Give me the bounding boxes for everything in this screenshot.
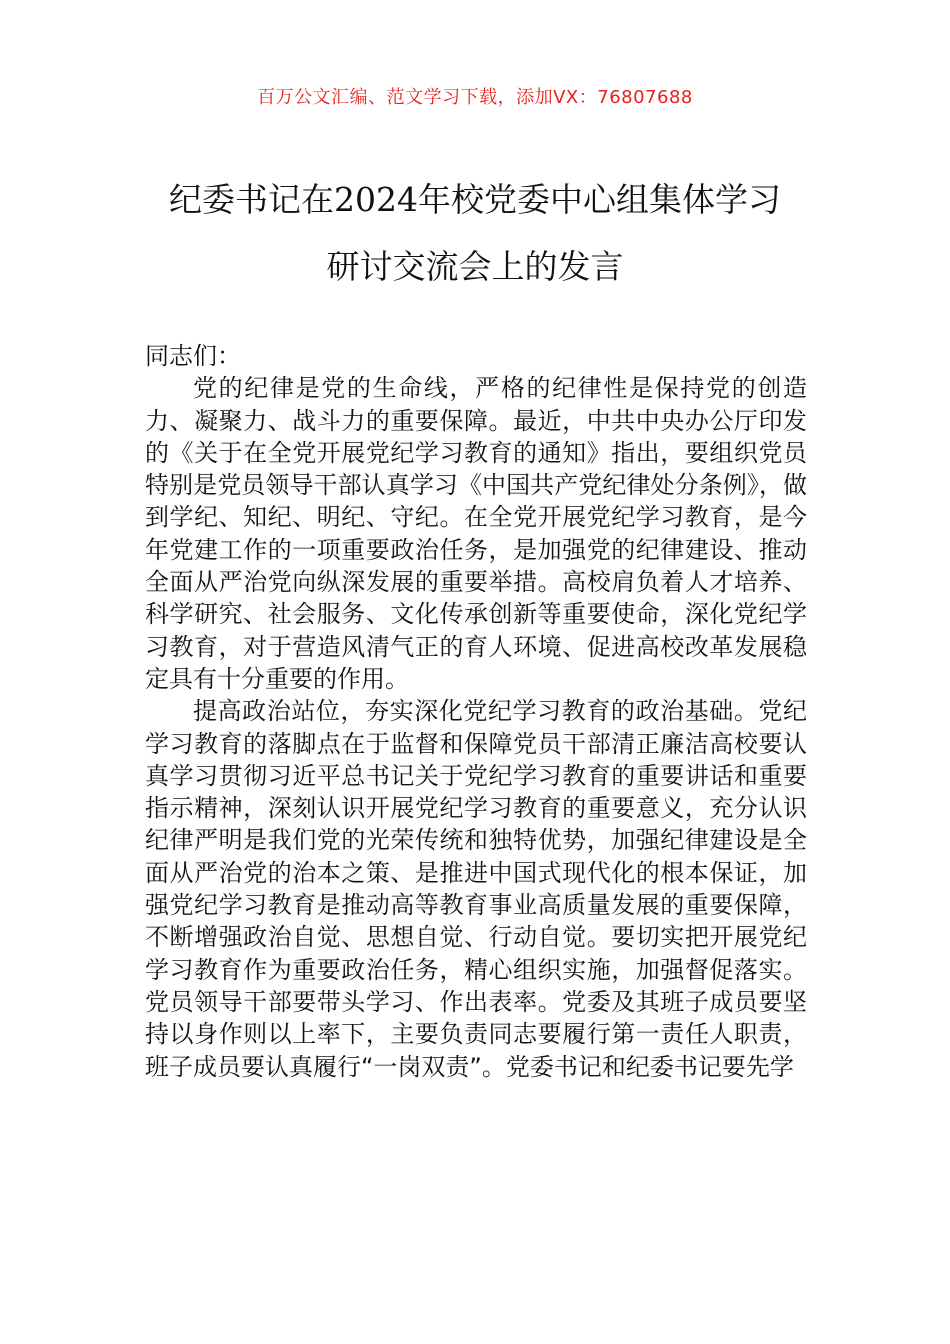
title-line-2: 研讨交流会上的发言 (326, 247, 624, 286)
document-body (145, 340, 807, 1083)
document-title (80, 166, 870, 300)
promo-banner: 百万公文汇编、范文学习下载，添加VX：76807688 (257, 87, 693, 108)
title-line-1: 纪委书记在2024年校党委中心组集体学习 (169, 180, 781, 219)
paragraph-2: 提高政治站位，夯实深化党纪学习教育的政治基础。党纪学习教育的落脚点在于监督和保障党员干部清正廉洁高校要认真学习贯彻习近平总书记关于党纪学习教育的重要讲话和重要指示精神，深刻认识开展党纪学习教育的重要意义，充分认识纪律严明是我们党的光荣传统和独特优势，加强纪律建设是全面从严治党的治本之策、是推进中国式现代化的根本保证，加强党纪学习教育是推动高等教育事业高质量发展的重要保障，不断增强政治自觉、思想自觉、行动自觉。要切实把开展党纪学习教育作为重要政治任务，精心组织实施，加强督促落实。党员领导干部要带头学习、作出表率。党委及其班子成员要坚持以身作则以上率下，主要负责同志要履行第一责任人职责，班子成员要认真履行“一岗双责”。党委书记和纪委书记要先学 (145, 697, 807, 1081)
salutation: 同志们： (145, 342, 241, 370)
paragraph-1: 党的纪律是党的生命线，严格的纪律性是保持党的创造力、凝聚力、战斗力的重要保障。最近，中共中央办公厅印发的《关于在全党开展党纪学习教育的通知》指出，要组织党员特别是党员领导干部认真学习《中国共产党纪律处分条例》，做到学纪、知纪、明纪、守纪。在全党开展党纪学习教育，是今年党建工作的一项重要政治任务，是加强党的纪律建设、推动全面从严治党向纵深发展的重要举措。高校肩负着人才培养、科学研究、社会服务、文化传承创新等重要使命，深化党纪学习教育，对于营造风清气正的育人环境、促进高校改革发展稳定具有十分重要的作用。 (145, 374, 807, 693)
